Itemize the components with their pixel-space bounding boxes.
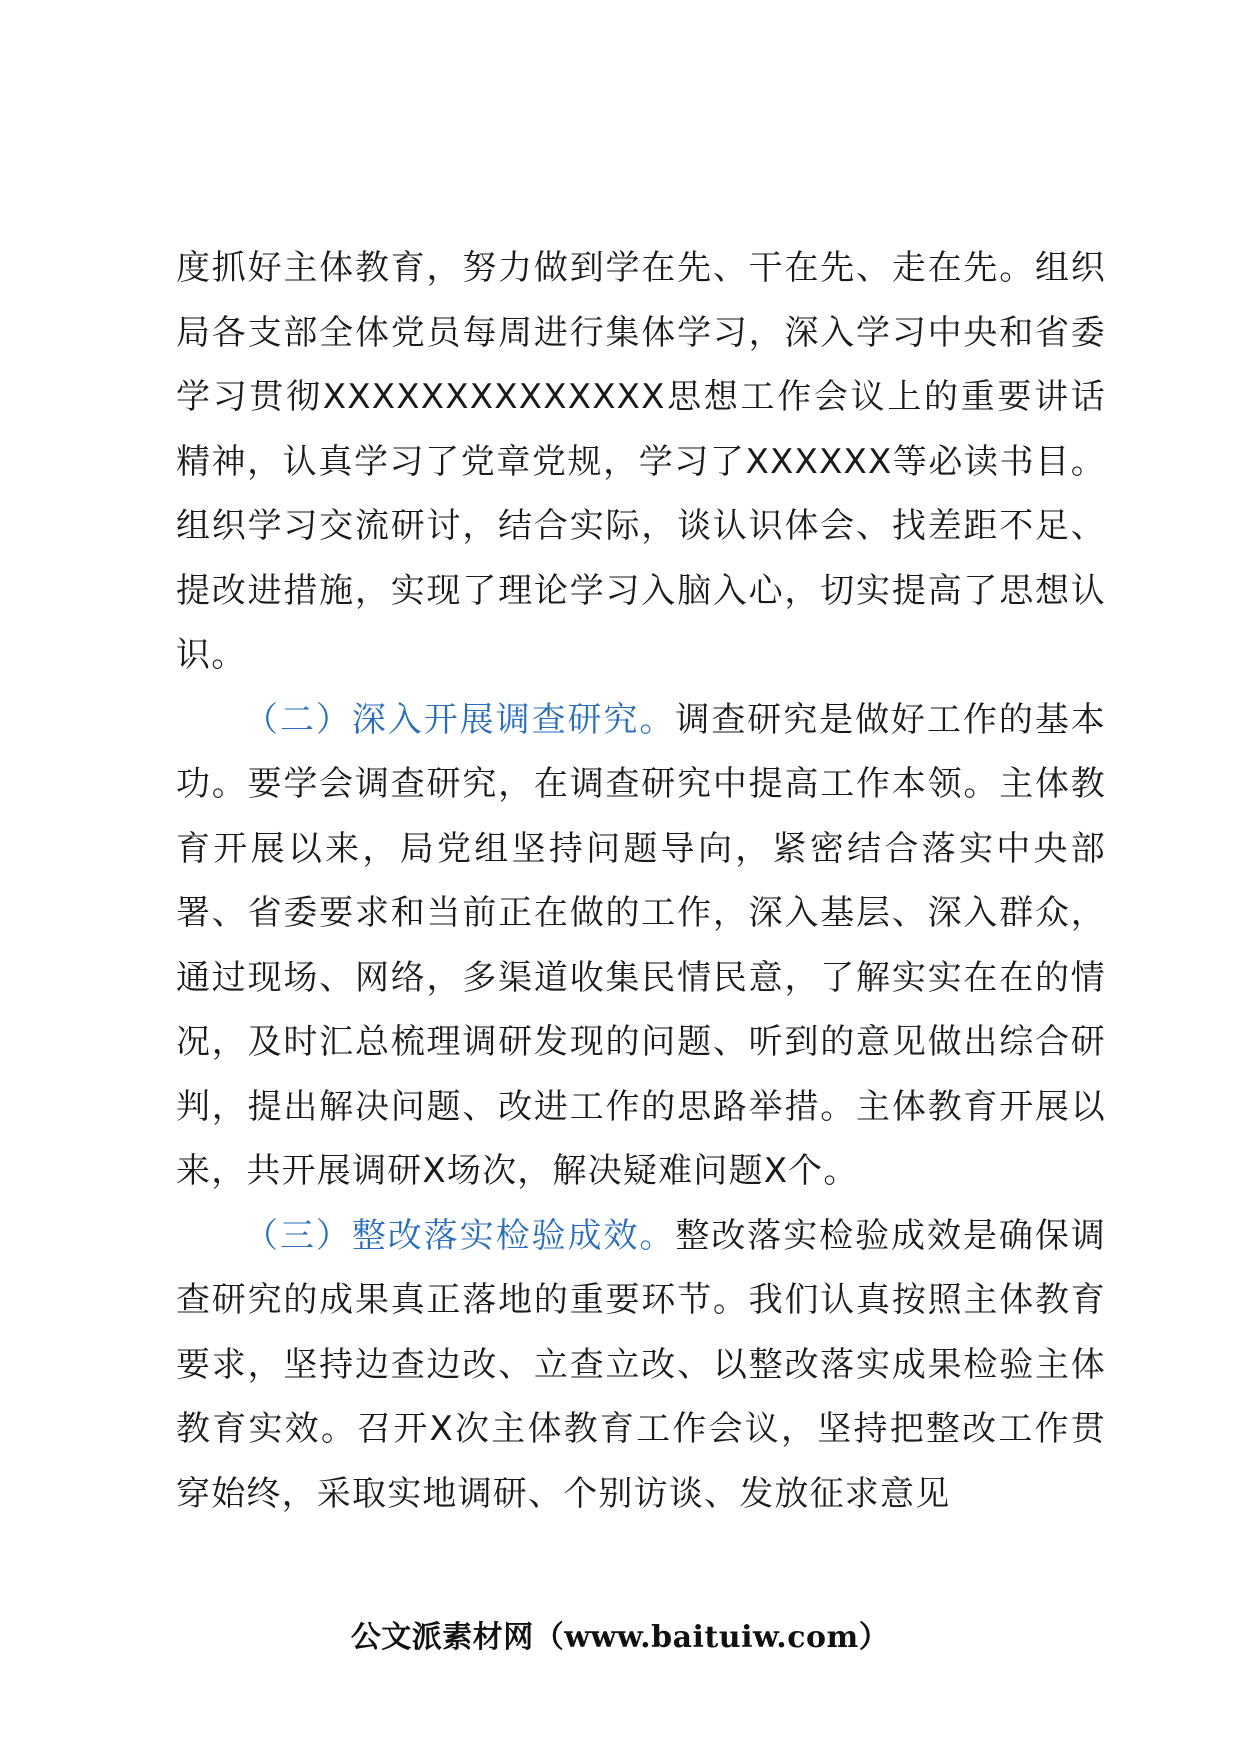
document-body (176, 236, 1106, 1526)
paragraph-text: 度抓好主体教育，努力做到学在先、干在先、走在先。组织局各支部全体党员每周进行集体学习，深入学习中央和省委学习贯彻XXXXXXXXXXXXXX思想工作会议上的重要讲话精神，认真学习了党章党规，学习了XXXXXX等必读书目。组织学习交流研讨，结合实际，谈认识体会、找差距不足、提改进措施，实现了理论学习入脑入心，切实提高了思想认识。 (176, 248, 1106, 675)
paragraph-research (176, 688, 1106, 1204)
footer-watermark: 公文派素材网（www.baituiw.com） (350, 1620, 890, 1655)
paragraph-text: 调查研究是做好工作的基本功。要学会调查研究，在调查研究中提高工作本领。主体教育开展以来，局党组坚持问题导向，紧密结合落实中央部署、省委要求和当前正在做的工作，深入基层、深入群众，通过现场、网络，多渠道收集民情民意，了解实实在在的情况，及时汇总梳理调研发现的问题、听到的意见做出综合研判，提出解决问题、改进工作的思路举措。主体教育开展以来，共开展调研X场次，解决疑难问题X个。 (176, 699, 1106, 1191)
paragraph-study (176, 236, 1106, 688)
paragraph-text: 整改落实检验成效是确保调查研究的成果真正落地的重要环节。我们认真按照主体教育要求，坚持边查边改、立查立改、以整改落实成果检验主体教育实效。召开X次主体教育工作会议，坚持把整改工作贯穿始终，采取实地调研、个别访谈、发放征求意见 (176, 1215, 1106, 1514)
section-heading-rectification: （三）整改落实检验成效。 (244, 1215, 676, 1256)
paragraph-rectification (176, 1204, 1106, 1527)
section-heading-research: （二）深入开展调查研究。 (244, 699, 676, 740)
